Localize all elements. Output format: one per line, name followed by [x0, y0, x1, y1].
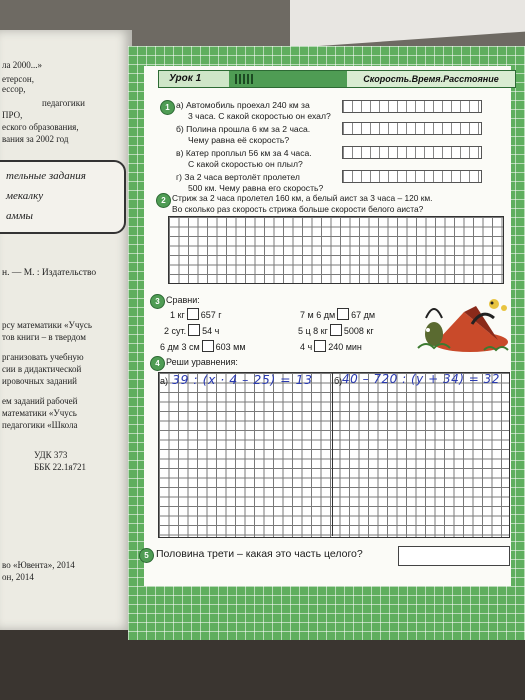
compare-box[interactable]: [337, 308, 349, 320]
left-page-body-line: ировочных заданий: [2, 376, 77, 386]
answer-box-b[interactable]: [342, 122, 482, 135]
task1-line: 500 км. Чему равна его скорость?: [188, 183, 324, 193]
task1-line: в) Катер проплыл 56 км за 4 часа.: [176, 148, 312, 158]
task-number-badge: 2: [156, 193, 171, 208]
task-number-badge: 4: [150, 356, 165, 371]
task2-answer-grid[interactable]: [168, 216, 504, 284]
handwritten-equation-b: 40 – 720 : (y + 34) = 32: [342, 372, 500, 386]
udk-code: УДК 373: [34, 450, 68, 460]
task1-line: 3 часа. С какой скоростью он ехал?: [188, 111, 331, 121]
header-decoration: [235, 74, 255, 84]
lesson-header: [158, 70, 516, 88]
compare-right: 657 г: [200, 310, 222, 320]
left-page-line: вания за 2002 год: [2, 134, 69, 144]
compare-right: 54 ч: [202, 326, 220, 336]
left-page-line: еского образования,: [2, 122, 79, 132]
compare-left: 5 ц 8 кг: [298, 326, 328, 336]
task5-answer-box[interactable]: [398, 546, 510, 566]
left-page-body-line: педагогики «Школа: [2, 420, 78, 430]
left-page-body-line: сии в дидактической: [2, 364, 82, 374]
task1-line: г) За 2 часа вертолёт пролетел: [176, 172, 300, 182]
task-number-badge: 5: [139, 548, 154, 563]
compare-right: 240 мин: [328, 342, 362, 352]
compare-box[interactable]: [187, 308, 199, 320]
answer-box-a[interactable]: [342, 100, 482, 113]
task2-line: Стриж за 2 часа пролетел 160 км, а белый аист за 3 часа – 120 км.: [172, 193, 433, 203]
task1-line: Чему равна её скорость?: [188, 135, 290, 145]
equation-label-a: а): [160, 376, 169, 386]
task1-line: а) Автомобиль проехал 240 км за: [176, 100, 310, 110]
left-page: [0, 30, 132, 630]
compare-right: 67 дм: [351, 310, 376, 320]
box-line: мекалку: [6, 190, 44, 202]
left-page-body-line: математики «Учусь: [2, 408, 77, 418]
task5-question: Половина трети – какая это часть целого?: [156, 548, 363, 560]
left-page-line: ПРО,: [2, 110, 23, 120]
compare-right: 5008 кг: [343, 326, 374, 336]
task3-title: Сравни:: [166, 295, 200, 305]
compare-item: [300, 340, 362, 352]
left-page-body-line: тов книги – в твердом: [2, 332, 86, 342]
box-line: аммы: [6, 210, 33, 222]
task-number-badge: 1: [160, 100, 175, 115]
left-page-body-line: ем заданий рабочей: [2, 396, 78, 406]
task4-title: Реши уравнения:: [166, 357, 238, 367]
grid-divider: [332, 372, 333, 536]
compare-left: 1 кг: [170, 310, 185, 320]
compare-box[interactable]: [330, 324, 342, 336]
compare-item: [170, 308, 222, 320]
animals-illustration: [414, 294, 510, 356]
compare-item: [164, 324, 219, 336]
task4-answer-grid[interactable]: [158, 372, 510, 538]
copyright-line: он, 2014: [2, 572, 34, 582]
task2-line: Во сколько раз скорость стрижа больше скорости белого аиста?: [172, 204, 424, 214]
copyright-line: во «Ювента», 2014: [2, 560, 75, 570]
compare-item: [160, 340, 246, 352]
bbk-code: ББК 22.1я721: [34, 462, 86, 472]
lesson-title: Урок 1: [159, 71, 229, 87]
compare-left: 4 ч: [300, 342, 313, 352]
lesson-topic: Скорость.Время.Расстояние: [347, 71, 515, 87]
compare-box[interactable]: [188, 324, 200, 336]
compare-left: 2 сут.: [164, 326, 187, 336]
task1-line: б) Полина прошла 6 км за 2 часа.: [176, 124, 311, 134]
compare-right: 603 мм: [215, 342, 246, 352]
box-line: тельные задания: [6, 170, 86, 182]
task1-line: С какой скоростью он плыл?: [188, 159, 303, 169]
compare-left: 6 дм 3 см: [160, 342, 200, 352]
compare-box[interactable]: [202, 340, 214, 352]
compare-left: 7 м 6 дм: [300, 310, 336, 320]
left-page-box: [0, 160, 126, 234]
answer-box-d[interactable]: [342, 170, 482, 183]
compare-box[interactable]: [314, 340, 326, 352]
left-page-line: педагогики: [42, 98, 85, 108]
left-page-line: етерсон,: [2, 74, 34, 84]
answer-box-c[interactable]: [342, 146, 482, 159]
equation-label-b: б): [334, 376, 343, 386]
left-page-line: ессор,: [2, 84, 26, 94]
left-page-body-line: рганизовать учебную: [2, 352, 84, 362]
left-page-body-line: рсу математики «Учусь: [2, 320, 93, 330]
publisher-line: н. — М. : Издательство: [2, 268, 97, 278]
task-number-badge: 3: [150, 294, 165, 309]
left-page-line: ла 2000...»: [2, 60, 42, 70]
compare-item: [298, 324, 374, 336]
handwritten-equation-a: 39 : (x · 4 – 25) = 13: [172, 372, 313, 387]
compare-item: [300, 308, 375, 320]
